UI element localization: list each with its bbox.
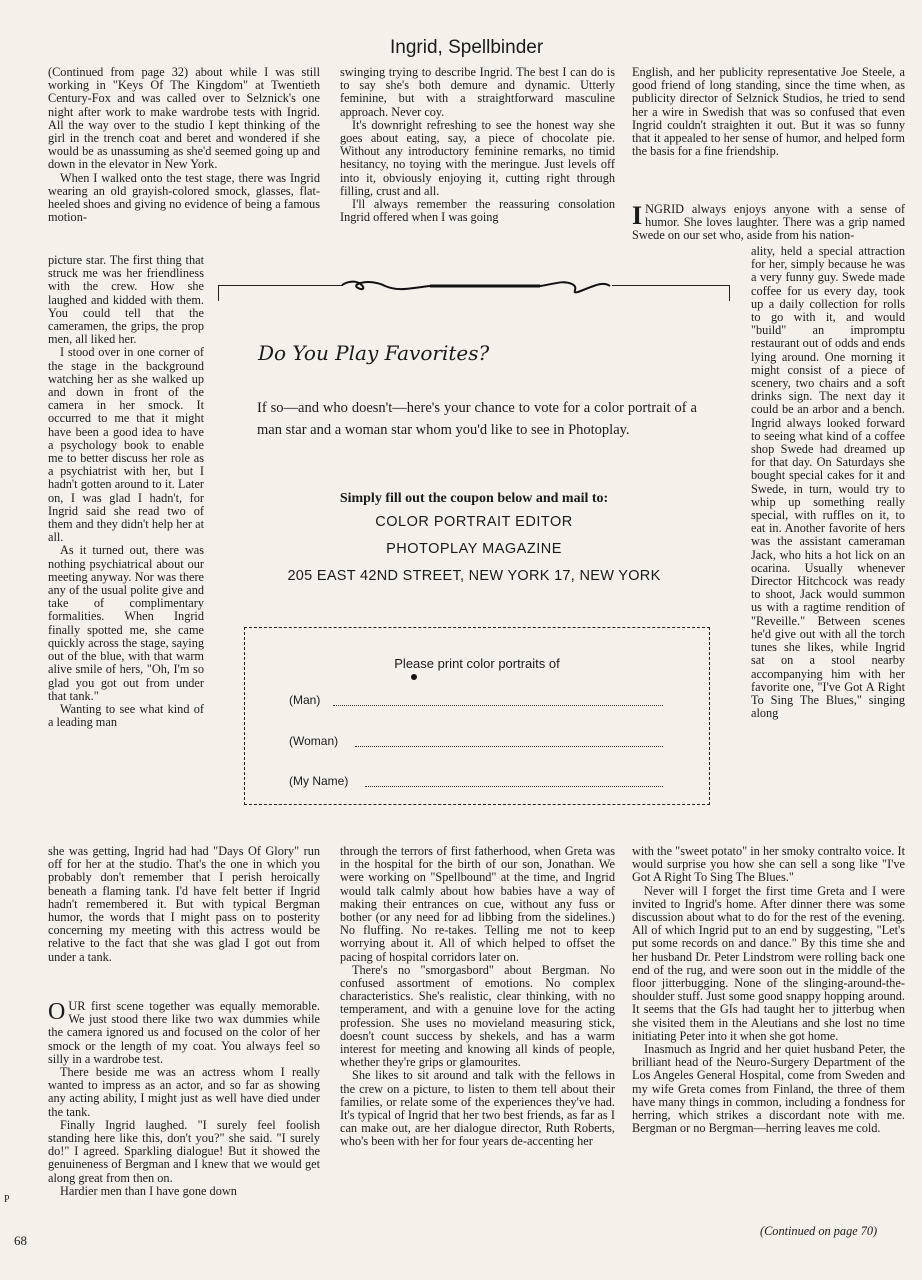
column-3-section [632, 203, 905, 243]
page-number: 68 [14, 1233, 27, 1248]
margin-mark: P [4, 1194, 10, 1205]
paragraph: English, and her publicity representative Joe Steele, a good friend of long standing, since the time when, as publicity director of Selznick Studios, he tried to send her a wire in Swedish that was so confused that even Ingrid couldn't straighten it out. But it was so funny that it appealed to her sense of humor, and helped form the basis for a fine friendship. [632, 65, 905, 159]
paragraph: with the "sweet potato" in her smoky contralto voice. It would surprise you how she can sell a song like "I've Got A Right To Sing The Blues." [632, 844, 905, 885]
my-name-label: (My Name) [289, 774, 349, 788]
man-field[interactable] [333, 704, 663, 706]
coupon-heading: Please print color portraits of [394, 656, 560, 671]
paragraph: When I walked onto the test stage, there was Ingrid wearing an old grayish-colored smock, glasses, flat-heeled shoes and giving no evidence of being a famous motion- [48, 170, 320, 225]
column-3-narrow [751, 245, 905, 720]
column-3-bottom [632, 845, 905, 1135]
box-tick-right [729, 285, 730, 301]
coupon-form [244, 627, 710, 805]
woman-label: (Woman) [289, 734, 339, 748]
column-1-section-2 [48, 1000, 320, 1198]
box-intro: If so—and who doesn't—here's your chance to vote for a color portrait of a man star and a woman star whom you'd like to see in Photoplay. [257, 400, 697, 438]
bullet-icon [411, 674, 417, 680]
dropcap-o: O [48, 999, 66, 1025]
box-tick-left [218, 285, 219, 301]
paragraph: picture star. The first thing that struck me was her friendliness with the crew. How she laughed and kidded with them. You could tell that the cameramen, the grips, the prop men, all liked her. [48, 253, 204, 347]
paragraph: Never will I forget the first time Greta and I were invited to Ingrid's home. After dinner there was some discussion about what to do for the rest of the evening. All of which Ingrid put to an end by suggesting, "Let's put some records on and dance." By this time she and her husband Dr. Peter Lindstrom were rolling back one end of the rug, and were soon out in the middle of the floor jitterbugging. None of the slinging-around-the-shoulder stuff. Just some good snappy hopping around. It seems that the GIs had taught her to jitterbug when she visited them in the Aleutians and she lost no time initiating Peter into it when she got home. [632, 883, 905, 1043]
column-1-narrow [48, 254, 204, 729]
box-heading: Do You Play Favorites? [258, 341, 490, 365]
column-2-top [340, 66, 615, 224]
paragraph: As it turned out, there was nothing psychiatrical about our meeting anyway. Nor was there any of the usual polite give and take of complimentary formalities. When Ingrid finally spotted me, she came quickly across the stage, saying out of the blue, with that warm alive smile of hers, "Oh, I'm so glad you got out from under that tank." [48, 543, 204, 703]
paragraph: There's no "smorgasbord" about Bergman. No confused assortment of emotions. No complex characteristics. She's realistic, clear thinking, with no temperament, and with a genuine love for the acting profession. She uses no movieland measuring stick, doesn't count success by shekels, and has a warm interest for meeting and knowing all kinds of people, whether they're grips or glamourites. [340, 962, 615, 1070]
continued-note: (Continued on page 70) [760, 1224, 878, 1238]
paragraph: Finally Ingrid laughed. "I surely feel foolish standing here like this, don't you?" she said. "I surely do!" I agreed. Sparkling dialogue! But it showed the genuineness of Bergman and I knew that we would get along great from then on. [48, 1117, 320, 1185]
paragraph: I stood over in one corner of the stage in the background watching her as she walked up and down in front of the camera in her smock. It occurred to me that it might have been a good idea to have a psychology book to enable me to better discuss her role as a psychiatrist with her, but I hadn't gotten around to it. Later on, I was glad I hadn't, for Ingrid said she read two of them and they didn't help her at all. [48, 345, 204, 545]
paragraph: Hardier men than I have gone down [60, 1183, 237, 1198]
man-label: (Man) [289, 693, 321, 707]
box-rule-right [612, 285, 730, 286]
dropcap-i: I [632, 201, 643, 230]
box-instruction: Simply fill out the coupon below and mail to: [339, 491, 609, 506]
paragraph: I'll always remember the reassuring consolation Ingrid offered when I was going [340, 197, 615, 225]
paragraph: There beside me was an actress whom I really wanted to impress as an actor, and so far as showing any acting ability, I might just as well have died under the tank. [48, 1065, 320, 1119]
paragraph: Inasmuch as Ingrid and her quiet husband Peter, the brilliant head of the Neuro-Surgery Department of the Los Angeles General Hospital, come from Sweden and my wife Greta comes from Finland, the three of them have many things in common, including a fondness for herring, which strikes a discordant note with me. Bergman or no Bergman—herring leaves me cold. [632, 1042, 905, 1136]
paragraph: It's downright refreshing to see the honest way she goes about eating, say, a piece of chocolate pie. Without any introductory feminine remarks, no timid hesitancy, no toying with the meringue. Just levels off into it, obviously enjoying it, cutting right through filling, crust and all. [340, 117, 615, 198]
my-name-field[interactable] [365, 785, 663, 787]
paragraph: (Continued from page 32) about while I was still working in "Keys Of The Kingdom" at Twentieth Century-Fox and was called over to Selznick's one night after work to make wardrobe tests with Ingrid. All the way over to the studio I kept thinking of the girl in the trench coat and beret and wondered if she would be as unassuming as she'd seemed going up and down in the elevator in New York. [48, 65, 320, 172]
article-title: Ingrid, Spellbinder [390, 37, 544, 58]
paragraph: She likes to sit around and talk with the fellows in the crew on a picture, to listen to them tell about their families, or relate some of the experiences they've had. It's typical of Ingrid that her two best friends, as far as I can make out, are her dialogue director, Ruth Roberts, who's been with her for four years de-accenting her [340, 1068, 615, 1149]
box-editor: COLOR PORTRAIT EDITOR [375, 514, 573, 530]
column-1-top [48, 66, 320, 224]
column-1-bottom [48, 845, 320, 964]
column-2-bottom [340, 845, 615, 1149]
paragraph: ality, held a special attraction for her, simply because he was a very funny guy. Swede made coffee for us every day, took up a daily collection for rolls to go with it, and would "build" an impromptu restaurant out of odds and ends lying around. One morning it might consist of a piece of scenery, two chairs and a soft drinks sign. The next day it could be an arbor and a bench. Ingrid always looked forward to seeing what kind of a coffee shop Swede had dreamed up for that day. On Saturdays she bought special cakes for it and Swede, in turn, would try to whip up something really special, with ruffles on it, to eat in. Another favorite of hers was the assistant cameraman Jack, who hits a hot lick on an ocarina. Usually whenever Director Hitchcock was ready to shoot, Jack would summon us with a ragtime rendition of "Reveille." Between scenes he'd give out with all the torch tunes she likes, while Ingrid sat on a stool nearby accompanying him with her favorite one, "I've Got A Right To Sing The Blues," singing along [751, 244, 905, 721]
paragraph: she was getting, Ingrid had had "Days Of Glory" run off for her at the studio. That's the one in which you probably don't remember that I perish heroically beneath a flaming tank. I'd have felt better if Ingrid hadn't remembered it. But with typical Bergman humor, the words that I might pass on to posterity concerning my meeting with this actress would be relative to the fact that she was glad I got out from under a tank. [48, 844, 320, 964]
paragraph: swinging trying to describe Ingrid. The best I can do is to say she's both demure and dynamic. Utterly feminine, but with a straightforward masculine approach. Never coy. [340, 65, 615, 119]
paragraph: OUR first scene together was equally memorable. We just stood there like two wax dummies while the camera ignored us and focused on the color of her smock or the length of my coat. You always feel so silly in a wardrobe test. [48, 999, 320, 1066]
woman-field[interactable] [355, 745, 663, 747]
paragraph: Wanting to see what kind of a leading man [48, 701, 204, 730]
paragraph: through the terrors of first fatherhood, when Greta was in the hospital for the birth of our son, Jonathan. We were working on "Spellbound" at the time, and Ingrid would talk calmly about how babies have a way of making their entrances on cue, without any fuss or bother (or any need for ad libbing from the sidelines.) No fluffing. No re-takes. Telling me not to keep worrying about it. All of which helped to offset the pacing of hospital corridors later on. [340, 844, 615, 964]
box-address: 205 EAST 42ND STREET, NEW YORK 17, NEW YORK [287, 568, 661, 584]
col3-section-lead: NGRID always enjoys anyone with a sense of humor. She loves laughter. There was a grip named Swede on our set who, aside from his nation- [632, 202, 905, 243]
flourish-ornament-icon [340, 272, 612, 298]
box-magazine: PHOTOPLAY MAGAZINE [386, 541, 562, 557]
column-3-top [632, 66, 905, 158]
box-rule-left [218, 285, 343, 286]
